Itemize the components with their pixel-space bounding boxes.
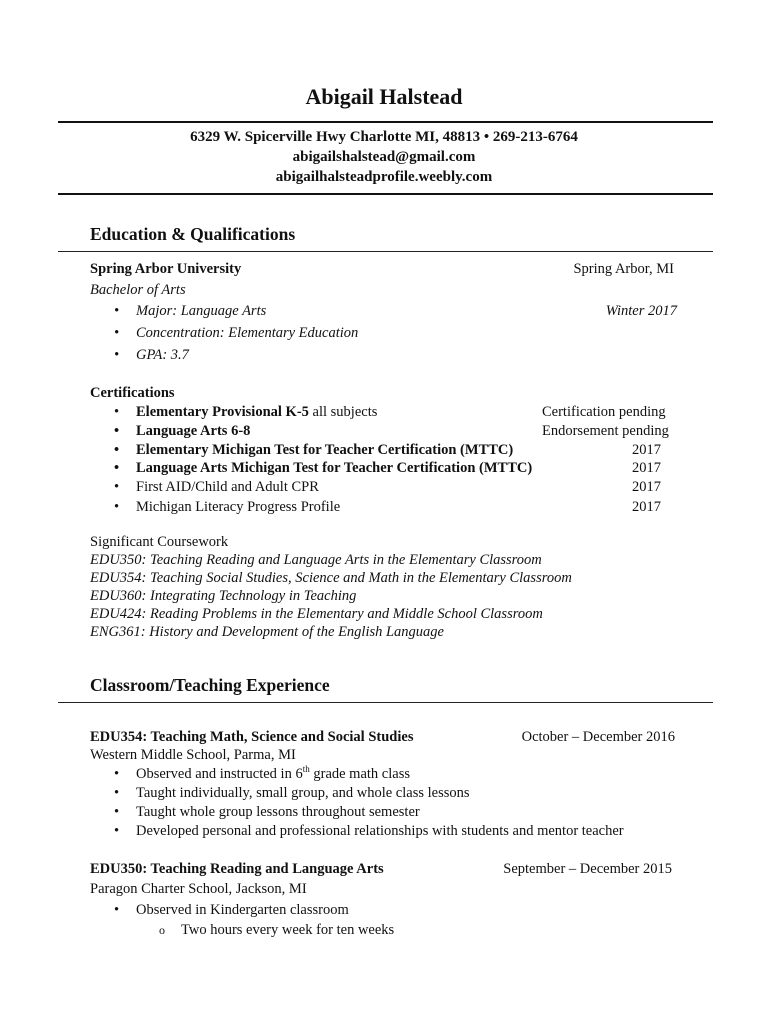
cert-item-text: all subjects [308, 404, 378, 420]
cert-item [136, 404, 377, 421]
major-date: Winter 2017 [605, 303, 677, 319]
job-bullet: • Taught individually, small group, and whole class lessons [136, 785, 470, 802]
cert-item: • First AID/Child and Adult CPR [136, 479, 319, 496]
website: abigailhalsteadprofile.weebly.com [275, 169, 493, 185]
cert-status: 2017 [632, 479, 661, 495]
course-item: EDU360: Integrating Technology in Teaching [90, 588, 357, 604]
cert-status: Endorsement pending [542, 423, 669, 439]
school-name: Spring Arbor University [90, 261, 242, 277]
cert-status: 2017 [632, 499, 661, 515]
header-rule-top [58, 121, 713, 123]
experience-heading: Classroom/Teaching Experience [90, 675, 330, 695]
course-item: EDU424: Reading Problems in the Elementary and Middle School Classroom [90, 606, 543, 622]
gpa: • GPA: 3.7 [136, 347, 189, 364]
cert-item: • Language Arts 6-8 [136, 423, 250, 440]
cert-status: 2017 [632, 442, 661, 458]
experience-rule [58, 702, 713, 703]
cert-item: • Language Arts Michigan Test for Teacher Certification (MTTC) [136, 460, 532, 477]
header-rule-bottom [58, 193, 713, 195]
job-title: EDU350: Teaching Reading and Language Arts [90, 861, 384, 877]
job-bullet [136, 766, 410, 783]
job-sub-bullet: o Two hours every week for ten weeks [181, 922, 394, 939]
job-bullet: • Developed personal and professional relationships with students and mentor teacher [136, 823, 624, 840]
cert-status: 2017 [632, 460, 661, 476]
ordinal-suffix: th [302, 764, 310, 775]
course-item: EDU350: Teaching Reading and Language Arts in the Elementary Classroom [90, 552, 542, 568]
job-place: Paragon Charter School, Jackson, MI [90, 881, 307, 897]
job-bullet: • Observed in Kindergarten classroom [136, 902, 349, 919]
cert-item: • Elementary Michigan Test for Teacher Certification (MTTC) [136, 442, 513, 459]
job-dates: October – December 2016 [521, 729, 675, 745]
job-bullet-text: grade math class [309, 766, 410, 782]
job-place: Western Middle School, Parma, MI [90, 747, 296, 763]
course-item: ENG361: History and Development of the English Language [90, 624, 444, 640]
job-title: EDU354: Teaching Math, Science and Social Studies [90, 729, 414, 745]
concentration: • Concentration: Elementary Education [136, 325, 358, 342]
address-line: 6329 W. Spicerville Hwy Charlotte MI, 48813 • 269-213-6764 [190, 129, 578, 145]
job-bullet: • Taught whole group lessons throughout semester [136, 804, 420, 821]
education-heading: Education & Qualifications [90, 224, 296, 244]
degree: Bachelor of Arts [90, 282, 186, 298]
course-item: EDU354: Teaching Social Studies, Science and Math in the Elementary Classroom [90, 570, 572, 586]
job-bullet-text: Observed and instructed in 6 [136, 766, 303, 782]
job-dates: September – December 2015 [503, 861, 672, 877]
cert-item: • Michigan Literacy Progress Profile [136, 499, 340, 516]
major: • Major: Language Arts [136, 303, 266, 320]
coursework-heading: Significant Coursework [90, 534, 229, 550]
email: abigailshalstead@gmail.com [292, 149, 476, 165]
cert-status: Certification pending [542, 404, 666, 420]
school-location: Spring Arbor, MI [573, 261, 674, 277]
resume-name: Abigail Halstead [305, 84, 463, 109]
cert-item-bold: Elementary Provisional K-5 [136, 404, 309, 420]
education-rule [58, 251, 713, 252]
certifications-heading: Certifications [90, 385, 175, 401]
